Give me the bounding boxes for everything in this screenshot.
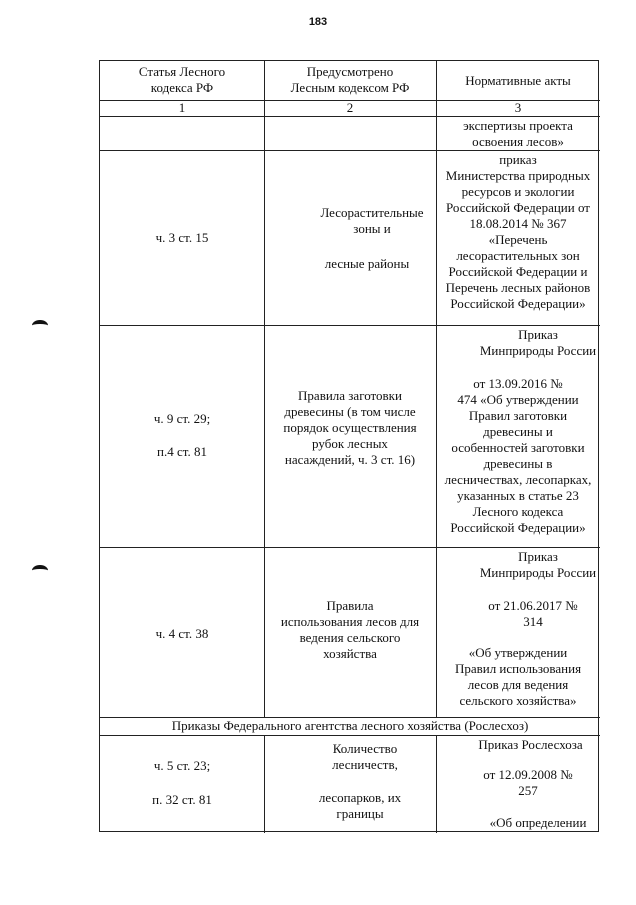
row-divider [100, 325, 600, 326]
row-divider [100, 735, 600, 736]
row-act: Приказ Минприроды России [479, 327, 597, 358]
row-act: «Об утверждении Правил использования лесов для ведения сельского хозяйства» [454, 645, 582, 708]
row-provision: Правила использования лесов для ведения сельского хозяйства [280, 598, 420, 661]
row-act: Приказ Минприроды России [479, 549, 597, 580]
row-act: экспертизы проекта освоения лесов» [463, 118, 573, 149]
column-number: 2 [346, 100, 354, 115]
column-number: 3 [514, 100, 522, 115]
margin-mark-icon [32, 320, 48, 331]
row-act: «Об определении [489, 815, 587, 830]
row-provision: лесные районы [324, 256, 410, 271]
row-act: от 12.09.2008 № 257 [483, 767, 573, 798]
section-title: Приказы Федерального агентства лесного хозяйства (Рослесхоз) [171, 718, 529, 733]
row-article: п. 32 ст. 81 [152, 792, 212, 807]
row-act: от 21.06.2017 № 314 [488, 598, 578, 629]
row-act: приказ Министерства природных ресурсов и экологии Российской Федерации от 18.08.2014 № 367 «Перечень лесорастительных зон Российской Федерации и Перечень лесных районов Российской Федерации» [445, 152, 591, 311]
row-provision: лесопарков, их границы [318, 790, 402, 821]
row-article: ч. 9 ст. 29; [153, 411, 211, 426]
row-divider [100, 547, 600, 548]
row-article: ч. 5 ст. 23; [153, 758, 211, 773]
margin-mark-icon [32, 565, 48, 576]
row-provision: Количество лесничеств, [332, 741, 398, 772]
row-provision: Лесорастительные зоны и [320, 205, 424, 236]
row-article: ч. 4 ст. 38 [155, 626, 209, 641]
row-article: п.4 ст. 81 [157, 444, 207, 459]
row-act: от 13.09.2016 № 474 «Об утверждении Правил заготовки древесины и особенностей заготовки древесины в лесничествах, лесопарках, указанных в статье 23 Лесного кодекса Российской Федерации» [444, 376, 592, 535]
row-divider [100, 150, 600, 151]
header-col-acts: Нормативные акты [465, 73, 571, 88]
row-provision: Правила заготовки древесины (в том числе порядок осуществления рубок лесных насаждений, ч. 3 ст. 16) [283, 388, 417, 467]
row-article: ч. 3 ст. 15 [155, 230, 209, 245]
column-number: 1 [178, 100, 186, 115]
header-col-article: Статья Лесного кодекса РФ [138, 64, 226, 95]
legal-table [99, 60, 599, 832]
row-divider [100, 116, 600, 117]
page-number: 183 [308, 16, 328, 28]
row-act: Приказ Рослесхоза [478, 737, 583, 752]
header-col-provision: Предусмотрено Лесным кодексом РФ [290, 64, 410, 95]
